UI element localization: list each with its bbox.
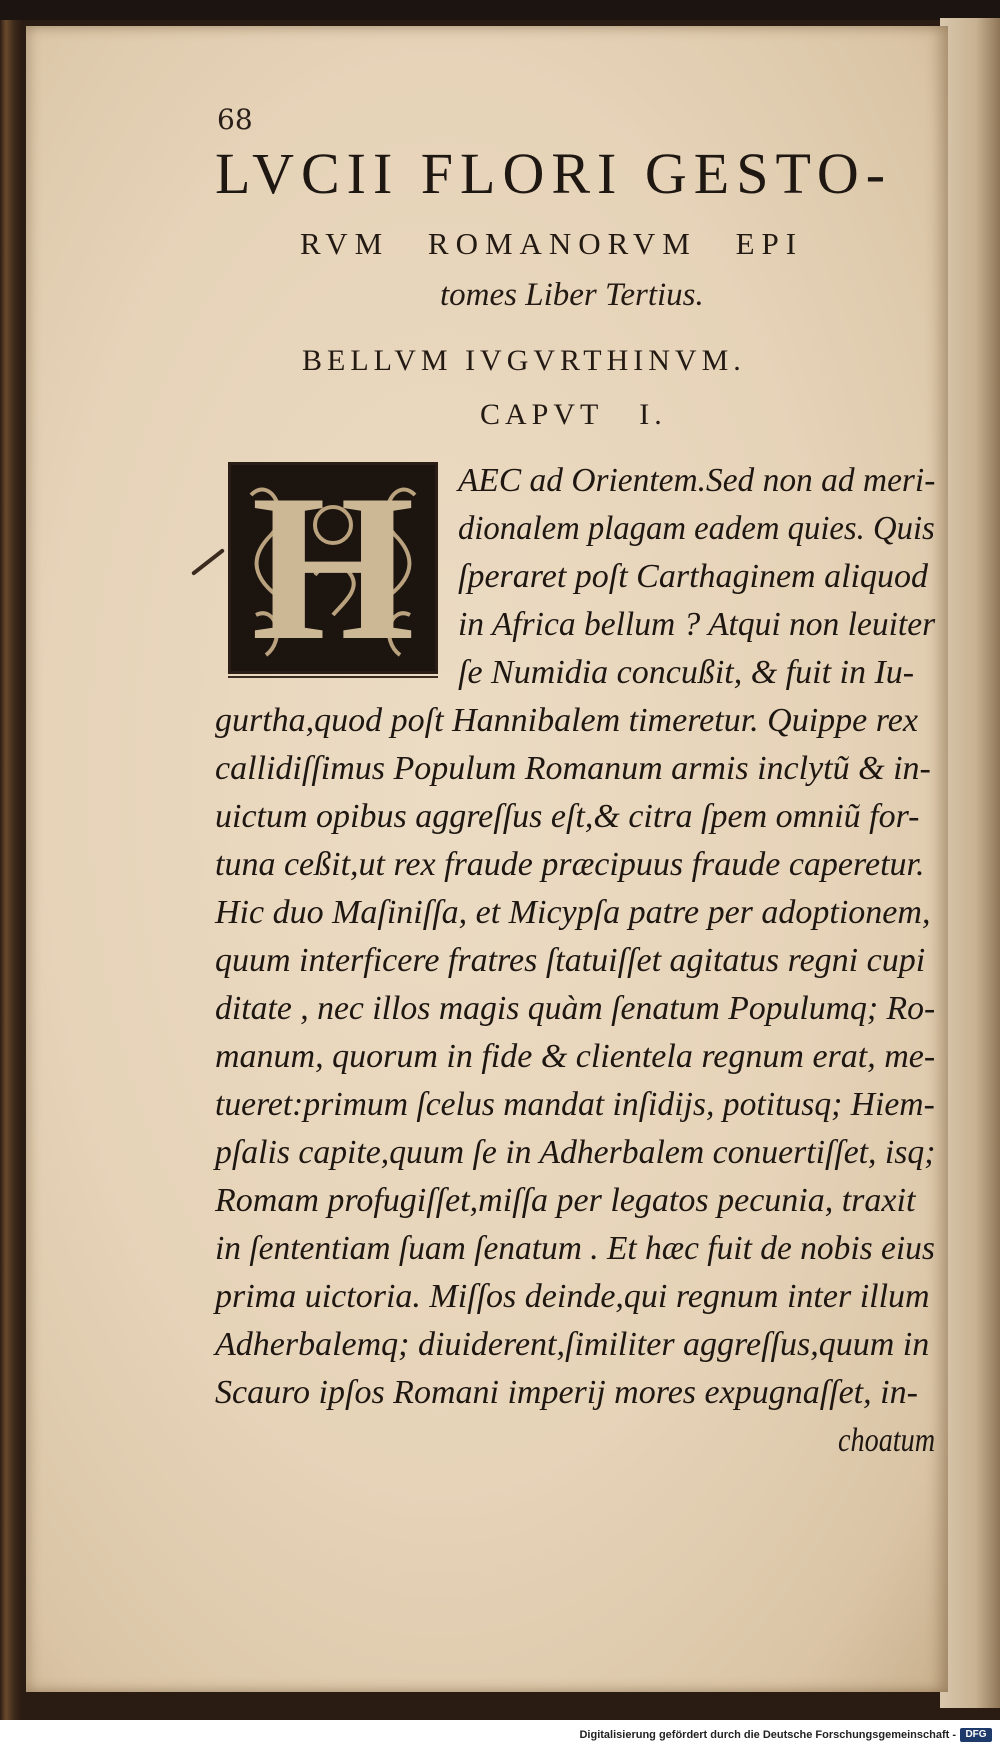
caput-heading: CAPVT I. — [480, 398, 667, 431]
title-line-2: RVM ROMANORVM EPI — [300, 226, 804, 261]
text-line: callidiſſimus Populum Romanum armis inclytũ & in- — [215, 750, 931, 787]
title-line-3: tomes Liber Tertius. — [440, 277, 704, 313]
text-line: Romam profugiſſet,miſſa per legatos pecunia, traxit — [215, 1182, 916, 1219]
text-line: gurtha,quod poſt Hannibalem timeretur. Quippe rex — [215, 702, 918, 739]
text-line: manum, quorum in fide & clientela regnum erat, me- — [215, 1038, 936, 1075]
text-line: Scauro ipſos Romani imperij mores expugnaſſet, in- — [215, 1374, 918, 1411]
text-line: in Africa bellum ? Atqui non leuiter — [458, 606, 936, 643]
initial-letter: H — [251, 462, 415, 674]
text-line: quum interficere fratres ſtatuiſſet agitatus regni cupi — [215, 942, 926, 979]
text-line: tueret:primum ſcelus mandat inſidijs, potitusq; Hiem- — [215, 1086, 935, 1123]
text-line: in ſententiam ſuam ſenatum . Et hæc fuit de nobis eius — [215, 1230, 935, 1267]
dfg-logo-icon: DFG — [960, 1728, 992, 1742]
text-line: prima uictoria. Miſſos deinde,qui regnum inter illum — [215, 1278, 930, 1315]
text-line: tuna ceßit,ut rex fraude præcipuus fraude caperetur. — [215, 846, 925, 883]
text-line: ſperaret poſt Carthaginem aliquod — [458, 558, 929, 595]
text-line: Adherbalemq; diuiderent,ſimiliter aggreſſus,quum in — [215, 1326, 930, 1363]
text-line: dionalem plagam eadem quies. Quis — [458, 510, 935, 547]
title-line-1: LVCII FLORI GESTO- — [215, 141, 893, 206]
footer-credit: Digitalisierung gefördert durch die Deutsche Forschungsgemeinschaft - — [579, 1729, 956, 1741]
page-number: 68 — [217, 103, 253, 136]
text-line: ſe Numidia concußit, & fuit in Iu- — [458, 654, 915, 691]
text-line: choatum — [838, 1422, 936, 1459]
text-line: pſalis capite,quum ſe in Adherbalem conuertiſſet, isq; — [215, 1134, 936, 1171]
text-line: uictum opibus aggreſſus eſt,& citra ſpem omniũ for- — [215, 798, 920, 835]
text-line: Hic duo Maſiniſſa, et Micypſa patre per adoptionem, — [215, 894, 931, 931]
chapter-heading: BELLVM IVGVRTHINVM. — [302, 344, 746, 377]
text-line: AEC ad Orientem.Sed non ad meri- — [458, 462, 936, 499]
text-line: ditate , nec illos magis quàm ſenatum Populumq; Ro- — [215, 990, 936, 1027]
